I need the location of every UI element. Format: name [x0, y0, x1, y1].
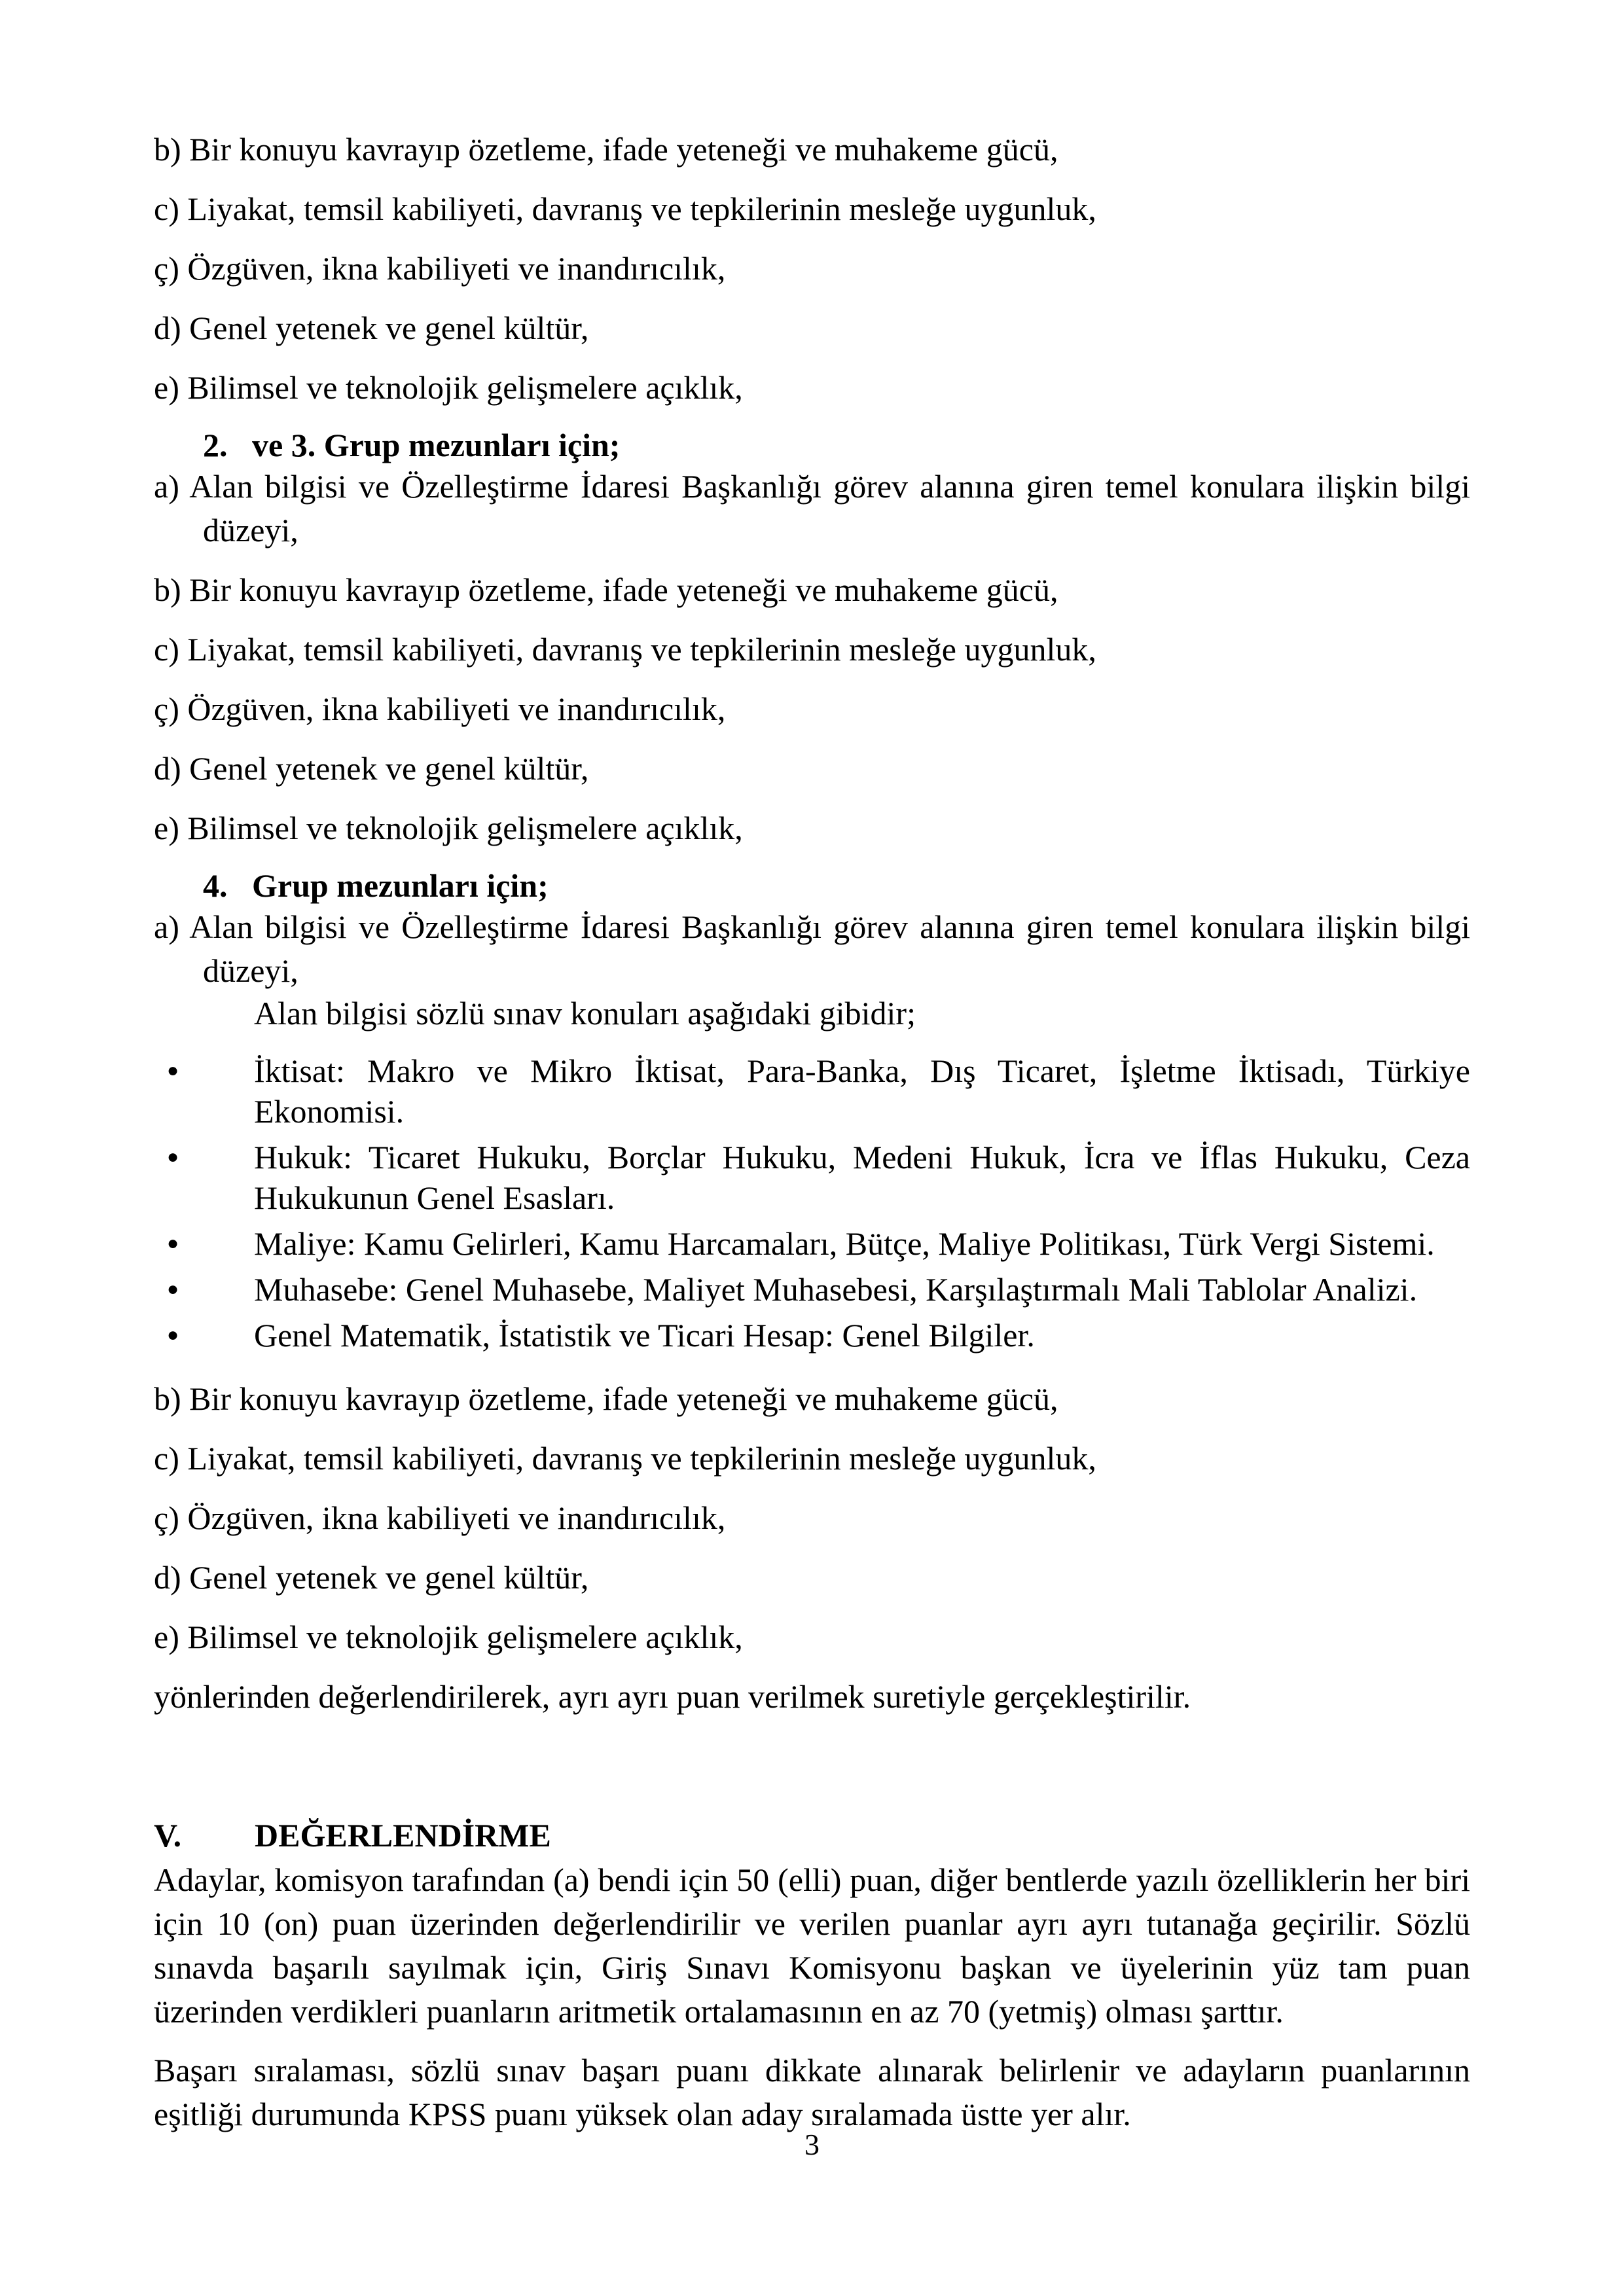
- bullet-icon: ●: [167, 1324, 179, 1346]
- criterion-c: c) Liyakat, temsil kabiliyeti, davranış ve tepkilerinin mesleğe uygunluk,: [154, 190, 1096, 227]
- bullet-icon: ●: [167, 1232, 179, 1254]
- criterion-e: e) Bilimsel ve teknolojik gelişmelere açıklık,: [154, 1619, 743, 1655]
- group-2-3-heading-number: 2.: [203, 427, 228, 463]
- topic-text: Maliye: Kamu Gelirleri, Kamu Harcamaları, Bütçe, Maliye Politikası, Türk Vergi Sistemi.: [254, 1225, 1435, 1262]
- evaluation-section-title: DEĞERLENDİRME: [255, 1817, 551, 1854]
- criterion-e: e) Bilimsel ve teknolojik gelişmelere açıklık,: [154, 810, 743, 846]
- group-4-heading-title: Grup mezunları için;: [252, 867, 549, 904]
- topic-text: Muhasebe: Genel Muhasebe, Maliyet Muhasebesi, Karşılaştırmalı Mali Tablolar Analizi.: [254, 1271, 1418, 1308]
- page-number: 3: [804, 2128, 820, 2161]
- topic-iktisat: [154, 1050, 1470, 1132]
- evaluation-paragraph-1: Adaylar, komisyon tarafından (a) bendi için 50 (elli) puan, diğer bentlerde yazılı özelliklerin her biri için 10 (on) puan üzerinden değerlendirilir ve verilen puanlar ayrı ayrı tutanağa geçirilir. Sözlü sınavda başarılı sayılmak için, Giriş Sınavı Komisyonu başkan ve üyelerinin yüz tam puan üzerinden verdikleri puanların aritmetik ortalamasının en az 70 (yetmiş) olması şarttır.: [154, 1861, 1470, 2030]
- bullet-icon: ●: [167, 1146, 179, 1168]
- criterion-d: d) Genel yetenek ve genel kültür,: [154, 310, 589, 346]
- criterion-c: c) Liyakat, temsil kabiliyeti, davranış ve tepkilerinin mesleğe uygunluk,: [154, 1440, 1096, 1477]
- criterion-c-cedilla: ç) Özgüven, ikna kabiliyeti ve inandırıcılık,: [154, 250, 726, 287]
- criterion-d: d) Genel yetenek ve genel kültür,: [154, 750, 589, 787]
- topic-text: Hukuk: Ticaret Hukuku, Borçlar Hukuku, Medeni Hukuk, İcra ve İflas Hukuku, Ceza Hukukunun Genel Esasları.: [254, 1139, 1470, 1216]
- group-4-heading-number: 4.: [203, 867, 228, 904]
- topic-muhasebe: [154, 1269, 1470, 1310]
- criterion-e: e) Bilimsel ve teknolojik gelişmelere açıklık,: [154, 369, 743, 406]
- topic-matematik: [154, 1315, 1470, 1355]
- criteria-closing-note: yönlerinden değerlendirilerek, ayrı ayrı puan verilmek suretiyle gerçekleştirilir.: [154, 1678, 1191, 1715]
- criterion-c: c) Liyakat, temsil kabiliyeti, davranış ve tepkilerinin mesleğe uygunluk,: [154, 631, 1096, 668]
- topic-text: İktisat: Makro ve Mikro İktisat, Para-Banka, Dış Ticaret, İşletme İktisadı, Türkiye Ekonomisi.: [254, 1052, 1470, 1130]
- criterion-b: b) Bir konuyu kavrayıp özetleme, ifade yeteneği ve muhakeme gücü,: [154, 1380, 1058, 1417]
- topic-text: Genel Matematik, İstatistik ve Ticari Hesap: Genel Bilgiler.: [254, 1317, 1035, 1354]
- document-content: [154, 128, 1470, 2136]
- criterion-c-cedilla: ç) Özgüven, ikna kabiliyeti ve inandırıcılık,: [154, 1499, 726, 1536]
- evaluation-section-heading: [154, 1816, 1470, 1855]
- bullet-icon: ●: [167, 1278, 179, 1300]
- group-4-heading: [203, 866, 1470, 905]
- oral-exam-topics-list: [154, 1050, 1470, 1355]
- criterion-b: b) Bir konuyu kavrayıp özetleme, ifade yeteneği ve muhakeme gücü,: [154, 131, 1058, 168]
- topic-maliye: [154, 1223, 1470, 1264]
- group-4-item-a: a) Alan bilgisi ve Özelleştirme İdaresi Başkanlığı görev alanına giren temel konulara ilişkin bilgi düzeyi,: [154, 908, 1470, 989]
- criterion-d: d) Genel yetenek ve genel kültür,: [154, 1559, 589, 1596]
- group-2-3-heading-title: ve 3. Grup mezunları için;: [252, 427, 621, 463]
- criterion-b: b) Bir konuyu kavrayıp özetleme, ifade yeteneği ve muhakeme gücü,: [154, 571, 1058, 608]
- bullet-icon: ●: [167, 1060, 179, 1081]
- oral-exam-topics-intro: Alan bilgisi sözlü sınav konuları aşağıdaki gibidir;: [254, 995, 916, 1031]
- evaluation-paragraph-2: Başarı sıralaması, sözlü sınav başarı puanı dikkate alınarak belirlenir ve adayların puanlarının eşitliği durumunda KPSS puanı yüksek olan aday sıralamada üstte yer alır.: [154, 2052, 1470, 2132]
- criterion-c-cedilla: ç) Özgüven, ikna kabiliyeti ve inandırıcılık,: [154, 691, 726, 727]
- topic-hukuk: [154, 1137, 1470, 1218]
- group-2-3-heading: [203, 425, 1470, 465]
- evaluation-section-number: V.: [154, 1817, 182, 1854]
- group-2-3-item-a: a) Alan bilgisi ve Özelleştirme İdaresi Başkanlığı görev alanına giren temel konulara ilişkin bilgi düzeyi,: [154, 468, 1470, 548]
